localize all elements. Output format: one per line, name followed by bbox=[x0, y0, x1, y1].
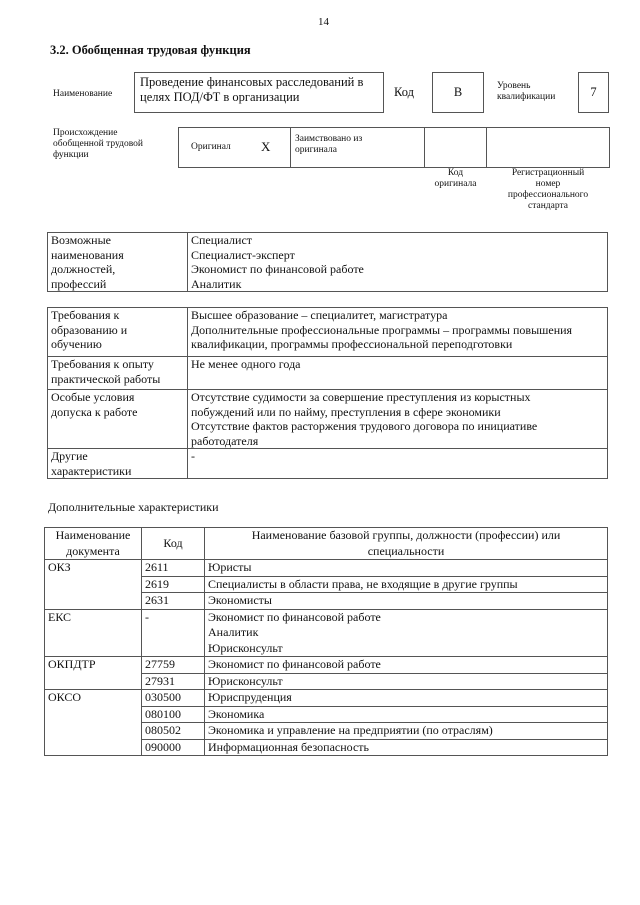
caption-line: профессионального bbox=[507, 190, 589, 200]
label-line: допуска к работе bbox=[51, 404, 138, 419]
caption-line: номер bbox=[535, 179, 561, 189]
name-line: Юристы bbox=[208, 560, 252, 574]
caption-line: Код bbox=[447, 168, 464, 178]
function-name-box bbox=[134, 72, 384, 113]
origin-label-line: обобщенной трудовой bbox=[53, 139, 143, 149]
additional-title: Дополнительные характеристики bbox=[48, 500, 219, 514]
name-cell bbox=[205, 609, 608, 657]
reg-number-caption bbox=[486, 168, 610, 212]
name-cell bbox=[205, 706, 608, 723]
requirement-value-cell bbox=[188, 449, 608, 479]
label-line: Требования к bbox=[51, 308, 120, 322]
code-cell: 27931 bbox=[142, 673, 205, 690]
additional-characteristics-table bbox=[44, 527, 608, 756]
position-item: Специалист-эксперт bbox=[191, 247, 295, 262]
value-line: побуждений или по найму, преступления в сфере экономики bbox=[191, 404, 501, 419]
header-row bbox=[45, 528, 608, 560]
table-row bbox=[45, 560, 608, 577]
code-cell: 080502 bbox=[142, 723, 205, 740]
value-line: Не менее одного года bbox=[191, 357, 301, 371]
code-cell: 2619 bbox=[142, 576, 205, 593]
name-cell bbox=[205, 739, 608, 756]
requirement-label-cell bbox=[48, 390, 188, 449]
label-line: характеристики bbox=[51, 463, 132, 478]
name-line: Экономист по финансовой работе bbox=[208, 609, 381, 624]
original-label: Оригинал bbox=[191, 142, 231, 152]
requirement-value-cell bbox=[188, 308, 608, 357]
name-label: Наименование bbox=[53, 89, 113, 99]
table-row bbox=[45, 657, 608, 674]
table-row bbox=[48, 390, 608, 449]
table-row bbox=[45, 609, 608, 657]
label-line: наименования bbox=[51, 247, 124, 262]
requirement-label-cell bbox=[48, 357, 188, 390]
code-cell: 27759 bbox=[142, 657, 205, 674]
label-line: должностей, bbox=[51, 262, 116, 276]
doc-name-cell: ОКЗ bbox=[45, 560, 142, 610]
name-cell bbox=[205, 593, 608, 610]
value-line: Дополнительные профессиональные программы – программы повышения bbox=[191, 322, 573, 337]
level-label bbox=[497, 81, 555, 103]
code-value: B bbox=[432, 72, 484, 113]
requirement-label-cell bbox=[48, 449, 188, 479]
level-label-line: квалификации bbox=[497, 92, 556, 102]
label-line: Особые условия bbox=[51, 390, 135, 404]
table-row bbox=[45, 690, 608, 707]
caption-line: Регистрационный bbox=[511, 168, 585, 178]
name-line: Экономисты bbox=[208, 593, 272, 607]
original-mark: X bbox=[261, 139, 271, 154]
level-label-line: Уровень bbox=[497, 81, 531, 91]
name-line: Информационная безопасность bbox=[208, 739, 369, 754]
origin-label-line: функции bbox=[53, 150, 89, 160]
caption-line: оригинала bbox=[434, 179, 477, 189]
page-number: 14 bbox=[318, 16, 329, 28]
name-cell bbox=[205, 690, 608, 707]
code-label: Код bbox=[394, 85, 414, 99]
name-line: Аналитик bbox=[208, 625, 259, 639]
name-line: Экономист по финансовой работе bbox=[208, 657, 381, 671]
name-line: Юриспруденция bbox=[208, 690, 292, 704]
borrowed-cell bbox=[290, 127, 425, 168]
name-line: Юрисконсульт bbox=[208, 640, 283, 655]
position-item: Аналитик bbox=[191, 276, 242, 291]
name-line: Экономика и управление на предприятии (по отраслям) bbox=[208, 723, 493, 737]
borrowed-label-line: Заимствовано из bbox=[295, 134, 363, 144]
header-code: Код bbox=[142, 528, 205, 560]
name-line: Юрисконсульт bbox=[208, 673, 283, 688]
positions-table bbox=[47, 232, 608, 292]
name-cell bbox=[205, 673, 608, 690]
doc-name-cell: ЕКС bbox=[45, 609, 142, 657]
original-code-cell bbox=[424, 127, 487, 168]
name-cell bbox=[205, 560, 608, 577]
value-line: работодателя bbox=[191, 433, 259, 448]
position-item: Экономист по финансовой работе bbox=[191, 262, 364, 276]
doc-name-cell: ОКПДТР bbox=[45, 657, 142, 690]
code-cell: 030500 bbox=[142, 690, 205, 707]
positions-label-cell bbox=[48, 233, 188, 292]
value-line: квалификации, программы профессиональной переподготовки bbox=[191, 337, 513, 351]
caption-line: стандарта bbox=[528, 201, 568, 211]
code-cell: 090000 bbox=[142, 739, 205, 756]
code-cell: 080100 bbox=[142, 706, 205, 723]
label-line: практической работы bbox=[51, 371, 161, 386]
name-line: Экономика bbox=[208, 706, 265, 721]
header-name: Наименование базовой группы, должности (профессии) или специальности bbox=[205, 528, 608, 560]
requirements-table bbox=[47, 307, 608, 479]
table-row bbox=[48, 233, 608, 292]
value-line: Отсутствие судимости за совершение преступления из корыстных bbox=[191, 390, 531, 404]
label-line: обучению bbox=[51, 337, 102, 351]
level-value: 7 bbox=[578, 72, 609, 113]
function-name-line: целях ПОД/ФТ в организации bbox=[140, 90, 300, 104]
origin-label bbox=[53, 128, 143, 161]
doc-name-cell: ОКСО bbox=[45, 690, 142, 756]
name-cell bbox=[205, 723, 608, 740]
value-line: Высшее образование – специалитет, магистратура bbox=[191, 308, 448, 322]
table-row bbox=[48, 449, 608, 479]
code-cell: 2631 bbox=[142, 593, 205, 610]
label-line: профессий bbox=[51, 276, 107, 291]
code-cell: - bbox=[142, 609, 205, 657]
original-cell bbox=[178, 127, 291, 168]
requirement-value-cell bbox=[188, 357, 608, 390]
name-cell bbox=[205, 657, 608, 674]
table-row bbox=[48, 357, 608, 390]
requirement-label-cell bbox=[48, 308, 188, 357]
name-line: Специалисты в области права, не входящие в другие группы bbox=[208, 576, 518, 591]
positions-values-cell bbox=[188, 233, 608, 292]
original-code-caption bbox=[424, 168, 487, 190]
function-name-line: Проведение финансовых расследований в bbox=[140, 75, 364, 89]
section-heading: 3.2. Обобщенная трудовая функция bbox=[50, 43, 251, 57]
label-line: Другие bbox=[51, 449, 88, 463]
name-cell bbox=[205, 576, 608, 593]
position-item: Специалист bbox=[191, 233, 253, 247]
label-line: Возможные bbox=[51, 233, 111, 247]
value-line: - bbox=[191, 449, 195, 463]
value-line: Отсутствие фактов расторжения трудового договора по инициативе bbox=[191, 419, 538, 433]
label-line: образованию и bbox=[51, 322, 128, 337]
origin-label-line: Происхождение bbox=[53, 128, 118, 138]
code-cell: 2611 bbox=[142, 560, 205, 577]
label-line: Требования к опыту bbox=[51, 357, 154, 371]
header-doc: Наименование документа bbox=[45, 528, 142, 560]
table-row bbox=[48, 308, 608, 357]
requirement-value-cell bbox=[188, 390, 608, 449]
reg-number-cell bbox=[486, 127, 610, 168]
borrowed-label-line: оригинала bbox=[295, 145, 337, 155]
